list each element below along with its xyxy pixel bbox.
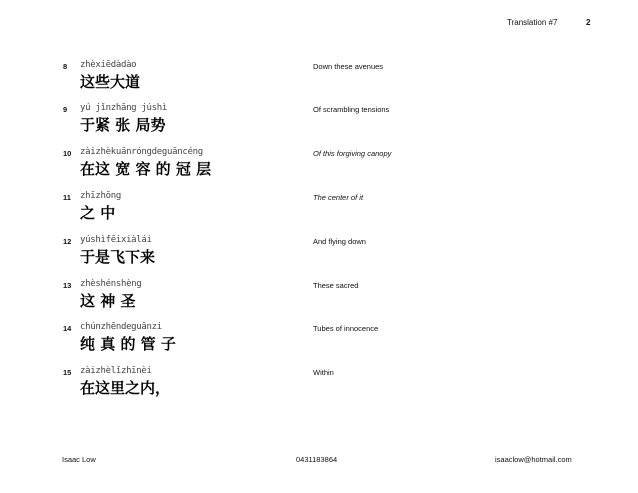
pinyin-text: zhèxiēdàdào [80, 60, 137, 70]
footer-email: isaaclow@hotmail.com [495, 455, 572, 464]
english-text: These sacred [313, 281, 359, 290]
line-number: 8 [63, 62, 68, 71]
pinyin-text: zàizhèkuānróngdeguāncéng [80, 147, 203, 157]
line-number: 9 [63, 105, 68, 114]
chinese-text: 于是飞下来 [80, 248, 156, 266]
chinese-text: 之 中 [80, 204, 116, 222]
line-number: 14 [63, 324, 72, 333]
english-text: Of scrambling tensions [313, 105, 390, 114]
chinese-text: 纯 真 的 管 子 [80, 335, 176, 353]
header-title: Translation #7 [507, 18, 558, 27]
line-number: 11 [63, 193, 71, 202]
translation-row [0, 60, 638, 104]
pinyin-text: chúnzhēndeguǎnzi [80, 322, 162, 332]
pinyin-text: yú jǐnzhāng júshì [80, 103, 168, 113]
english-text: Within [313, 368, 334, 377]
translation-row [0, 366, 638, 410]
chinese-text: 于紧 张 局势 [80, 116, 166, 134]
line-number: 10 [63, 149, 72, 158]
line-number: 15 [63, 368, 72, 377]
pinyin-text: zhèshénshèng [80, 279, 142, 289]
translation-row [0, 147, 638, 191]
english-text: The center of it [313, 193, 364, 202]
translation-row [0, 103, 638, 147]
footer-author: Isaac Low [62, 455, 96, 464]
chinese-text: 这些大道 [80, 73, 141, 91]
english-text: Tubes of innocence [313, 324, 379, 333]
english-text: Down these avenues [313, 62, 384, 71]
line-number: 12 [63, 237, 72, 246]
translation-row [0, 191, 638, 235]
pinyin-text: yúshìfēixiàlái [80, 235, 152, 245]
pinyin-text: zàizhèlǐzhīnèi [80, 366, 152, 376]
pinyin-text: zhīzhōng [80, 191, 121, 201]
chinese-text: 这 神 圣 [80, 292, 136, 310]
english-text: Of this forgiving canopy [313, 149, 392, 158]
translation-row [0, 322, 638, 366]
chinese-text: 在这里之内， [80, 379, 171, 397]
english-text: And flying down [313, 237, 366, 246]
chinese-text: 在这 宽 容 的 冠 层 [80, 160, 212, 178]
translation-row [0, 279, 638, 323]
footer-phone: 0431183864 [296, 455, 338, 464]
translation-row [0, 235, 638, 279]
page-number: 2 [586, 18, 591, 27]
line-number: 13 [63, 281, 72, 290]
